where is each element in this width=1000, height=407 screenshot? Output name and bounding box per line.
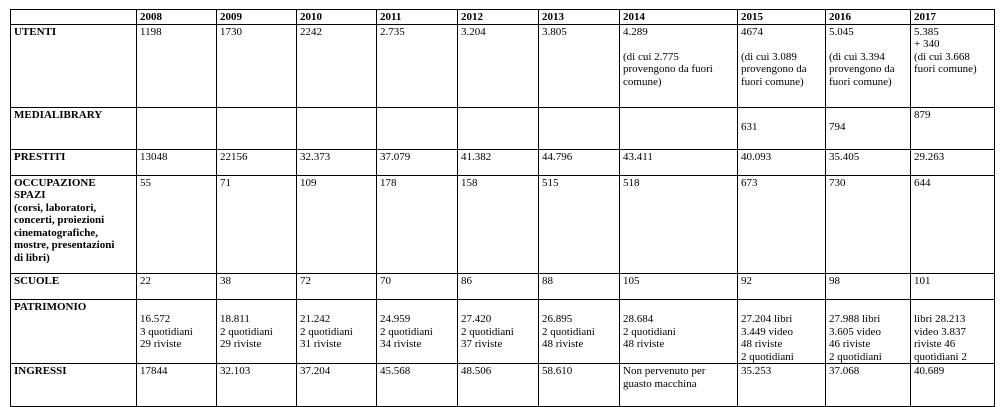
table-cell-line: 2242 [300, 25, 322, 38]
table-cell-line: 48 riviste [623, 338, 665, 350]
table-cell-line: (di cui 2.775 [623, 50, 679, 63]
table-cell-line: 5.045 [829, 25, 854, 38]
table-cell [458, 364, 539, 407]
year-header: 2013 [539, 10, 620, 25]
table-cell [137, 149, 217, 175]
table-row [11, 149, 995, 175]
table-cell-line: 55 [140, 176, 151, 189]
row-label [11, 149, 137, 175]
table-cell-line: 48 riviste [542, 338, 584, 350]
corner-cell [11, 10, 137, 25]
table-cell [377, 149, 458, 175]
table-cell [539, 273, 620, 299]
table-cell [539, 107, 620, 149]
table-cell [826, 364, 911, 407]
table-cell [826, 107, 911, 149]
table-cell-line [741, 38, 822, 51]
table-cell [826, 149, 911, 175]
table-cell-line: provengono da fuori [623, 63, 713, 75]
table-cell-line: 35.253 [741, 365, 772, 377]
table-cell [458, 299, 539, 364]
table-cell-line: quotidiani 2 [914, 350, 967, 363]
table-cell [137, 273, 217, 299]
table-cell-line: 92 [741, 274, 752, 287]
table-cell-line: 98 [829, 274, 840, 287]
year-header: 2012 [458, 10, 539, 25]
table-cell [297, 107, 377, 149]
table-row [11, 107, 995, 149]
table-cell [738, 273, 826, 299]
table-cell [137, 364, 217, 407]
table-cell-line: 109 [300, 176, 317, 189]
table-cell [738, 24, 826, 107]
table-cell [137, 175, 217, 273]
row-label-line: mostre, presentazioni [14, 239, 115, 251]
row-label-line: MEDIALIBRARY [14, 108, 103, 121]
table-cell-line: 86 [461, 274, 472, 287]
table-cell [620, 299, 738, 364]
table-cell-line: 40.689 [914, 365, 945, 377]
table-cell-line: 16.572 [140, 313, 171, 325]
table-cell-line: 29 riviste [140, 338, 182, 350]
table-cell-line: 32.103 [220, 365, 251, 377]
table-cell [738, 299, 826, 364]
table-cell [620, 273, 738, 299]
table-cell [297, 364, 377, 407]
table-cell-line: 70 [380, 274, 391, 287]
table-cell [297, 299, 377, 364]
table-cell-line: 2 quotidiani [220, 325, 273, 338]
table-cell [458, 107, 539, 149]
table-cell-line: 518 [623, 176, 640, 189]
table-cell [458, 24, 539, 107]
table-cell-line: 1730 [220, 25, 242, 38]
row-label [11, 107, 137, 149]
table-cell-line: 27.988 libri [829, 313, 881, 325]
table-cell-line [623, 301, 734, 314]
table-cell-line: 158 [461, 176, 478, 189]
table-cell-line [140, 301, 213, 314]
table-cell [297, 24, 377, 107]
table-cell-line: 35.405 [829, 150, 860, 163]
table-cell [738, 107, 826, 149]
table-cell-line: 3.449 video [741, 325, 793, 338]
table-cell [620, 149, 738, 175]
table-cell [297, 175, 377, 273]
table-cell-line: 4.289 [623, 25, 648, 38]
table-cell-line: 24.959 [380, 313, 411, 325]
table-cell [377, 364, 458, 407]
table-cell-line: (di cui 3.394 [829, 50, 885, 63]
table-cell-line: 48.506 [461, 365, 492, 377]
table-cell [620, 175, 738, 273]
table-cell-line: 178 [380, 176, 397, 189]
table-cell-line: 1198 [140, 25, 162, 38]
table-cell [377, 299, 458, 364]
table-cell-line: 2.735 [380, 25, 405, 38]
table-cell-line: 88 [542, 274, 553, 287]
table-row [11, 24, 995, 107]
table-cell [738, 364, 826, 407]
table-cell-line: 71 [220, 176, 231, 189]
table-cell-line: 37.068 [829, 365, 860, 377]
year-header: 2017 [911, 10, 995, 25]
year-header: 2015 [738, 10, 826, 25]
table-cell [826, 273, 911, 299]
table-cell-line: 3.605 video [829, 325, 881, 338]
row-label-line: SCUOLE [14, 274, 60, 287]
table-cell-line: 44.796 [542, 150, 573, 163]
year-header: 2008 [137, 10, 217, 25]
table-cell [539, 364, 620, 407]
table-cell-line [914, 301, 991, 314]
table-cell-line: fuori comune) [741, 75, 804, 88]
row-label [11, 24, 137, 107]
table-cell-line: 29.263 [914, 150, 945, 163]
table-cell-line: 27.420 [461, 313, 492, 325]
year-header: 2016 [826, 10, 911, 25]
table-cell-line [300, 301, 373, 314]
table-cell-line: 48 riviste [741, 338, 783, 350]
row-label-line: PRESTITI [14, 150, 66, 163]
table-cell-line: fuori comune) [829, 75, 892, 88]
table-cell-line: 18.811 [220, 313, 250, 325]
table-cell-line: 13048 [140, 150, 168, 163]
table-cell [137, 24, 217, 107]
table-cell [539, 175, 620, 273]
table-cell-line: 46 riviste [829, 338, 871, 350]
table-cell-line: libri 28.213 [914, 313, 966, 325]
table-cell [217, 149, 297, 175]
table-cell-line: 105 [623, 274, 640, 287]
table-row [11, 299, 995, 364]
table-cell [377, 107, 458, 149]
table-cell-line: 28.684 [623, 313, 654, 325]
table-cell-line: (di cui 3.089 [741, 50, 797, 63]
table-cell-line: 41.382 [461, 150, 492, 163]
row-label-line: UTENTI [14, 25, 57, 38]
table-cell-line: fuori comune) [914, 63, 977, 75]
table-cell-line: 37.079 [380, 150, 411, 163]
table-cell [911, 273, 995, 299]
row-label [11, 364, 137, 407]
table-cell [911, 299, 995, 364]
table-cell [539, 299, 620, 364]
row-label-line: PATRIMONIO [14, 300, 87, 313]
table-cell-line: 21.242 [300, 313, 331, 325]
table-cell-line: 794 [829, 121, 846, 133]
table-cell-line: Non pervenuto per [623, 365, 706, 377]
table-cell-line: 4674 [741, 25, 763, 38]
table-cell [217, 107, 297, 149]
table-cell-line: 22156 [220, 150, 248, 163]
table-cell-line: 3.805 [542, 25, 567, 38]
table-cell-line: video 3.837 [914, 325, 966, 338]
table-cell-line: 2 quotidiani [461, 325, 514, 338]
table-cell-line: 37 riviste [461, 338, 503, 350]
table-cell [217, 24, 297, 107]
row-label-line: (corsi, laboratori, [14, 201, 97, 214]
table-cell-line: 32.373 [300, 150, 331, 163]
table-cell [539, 149, 620, 175]
table-cell [620, 107, 738, 149]
table-cell-line: 27.204 libri [741, 313, 793, 325]
table-cell-line: 3.204 [461, 25, 486, 38]
table-cell-line: 34 riviste [380, 338, 422, 350]
table-cell [620, 364, 738, 407]
table-cell-line [741, 301, 822, 314]
table-cell [458, 273, 539, 299]
table-cell-line: 22 [140, 274, 151, 287]
table-cell-line: 730 [829, 176, 846, 189]
table-cell [620, 24, 738, 107]
table-cell [217, 364, 297, 407]
table-cell-line: 3 quotidiani [140, 325, 193, 338]
library-statistics-table [10, 9, 995, 407]
table-cell-line [220, 301, 293, 314]
table-row [11, 175, 995, 273]
table-cell [217, 273, 297, 299]
table-cell-line: 631 [741, 121, 758, 133]
row-label-line: INGRESSI [14, 365, 67, 377]
table-cell [911, 149, 995, 175]
table-cell-line: provengono da [741, 63, 807, 75]
table-cell-line: (di cui 3.668 [914, 50, 970, 63]
row-label-line: di libri) [14, 251, 50, 264]
row-label [11, 175, 137, 273]
row-label-line: SPAZI [14, 189, 46, 201]
table-cell-line [542, 301, 616, 314]
table-cell [217, 299, 297, 364]
table-cell-line: 37.204 [300, 365, 331, 377]
table-cell-line: 2 quotidiani [623, 325, 676, 338]
table-cell-line: 72 [300, 274, 311, 287]
table-cell-line: guasto macchina [623, 377, 697, 390]
year-header: 2014 [620, 10, 738, 25]
table-cell-line: 515 [542, 176, 559, 189]
table-cell [377, 175, 458, 273]
table-cell-line: 2 quotidiani [542, 325, 595, 338]
row-label-line: cinematografiche, [14, 226, 98, 239]
table-cell-line: 29 riviste [220, 338, 262, 350]
table-cell [377, 273, 458, 299]
table-cell [297, 273, 377, 299]
table-cell [458, 175, 539, 273]
table-cell [217, 175, 297, 273]
table-row [11, 273, 995, 299]
table-cell-line: 879 [914, 108, 931, 121]
table-cell-line: provengono da [829, 63, 895, 75]
table-cell-line: 2 quotidiani [741, 350, 794, 363]
header-row [11, 10, 995, 25]
table-row [11, 364, 995, 407]
table-cell [911, 107, 995, 149]
table-cell-line: riviste 46 [914, 338, 956, 350]
table-cell-line [829, 301, 907, 314]
table-cell [539, 24, 620, 107]
table-cell-line: 58.610 [542, 365, 573, 377]
row-label [11, 299, 137, 364]
table-cell [911, 175, 995, 273]
table-cell [826, 24, 911, 107]
table-cell-line: 2 quotidiani [829, 350, 882, 363]
table-cell [738, 149, 826, 175]
table-cell-line: 26.895 [542, 313, 573, 325]
table-cell-line [623, 38, 734, 51]
table-cell-line: 40.093 [741, 150, 772, 163]
table-cell-line: comune) [623, 75, 662, 88]
table-cell-line: 2 quotidiani [300, 325, 353, 338]
table-cell-line [461, 301, 535, 314]
row-label-line: OCCUPAZIONE [14, 176, 96, 189]
table-cell [137, 299, 217, 364]
table-cell-line: 38 [220, 274, 231, 287]
table-cell [297, 149, 377, 175]
table-cell-line [380, 301, 454, 314]
table-cell [458, 149, 539, 175]
row-label-line: concerti, proiezioni [14, 214, 105, 226]
row-label [11, 273, 137, 299]
table-cell-line: 2 quotidiani [380, 325, 433, 338]
table-cell [377, 24, 458, 107]
table-cell [137, 107, 217, 149]
table-cell-line: 644 [914, 176, 931, 189]
table-cell-line: 5.385 [914, 25, 939, 38]
table-cell [738, 175, 826, 273]
table-cell-line [741, 109, 822, 122]
table-cell-line: 43.411 [623, 150, 653, 163]
table-cell [826, 175, 911, 273]
table-cell [911, 24, 995, 107]
table-cell-line: 673 [741, 176, 758, 189]
table-cell-line: 17844 [140, 365, 168, 377]
table-cell-line: 31 riviste [300, 338, 342, 350]
table-cell-line: 101 [914, 274, 931, 287]
table-cell-line: + 340 [914, 38, 940, 50]
year-header: 2010 [297, 10, 377, 25]
table-cell [911, 364, 995, 407]
table-cell-line [829, 38, 907, 51]
table-cell [826, 299, 911, 364]
table-cell-line [829, 109, 907, 122]
year-header: 2009 [217, 10, 297, 25]
table-cell-line: 45.568 [380, 365, 411, 377]
year-header: 2011 [377, 10, 458, 25]
